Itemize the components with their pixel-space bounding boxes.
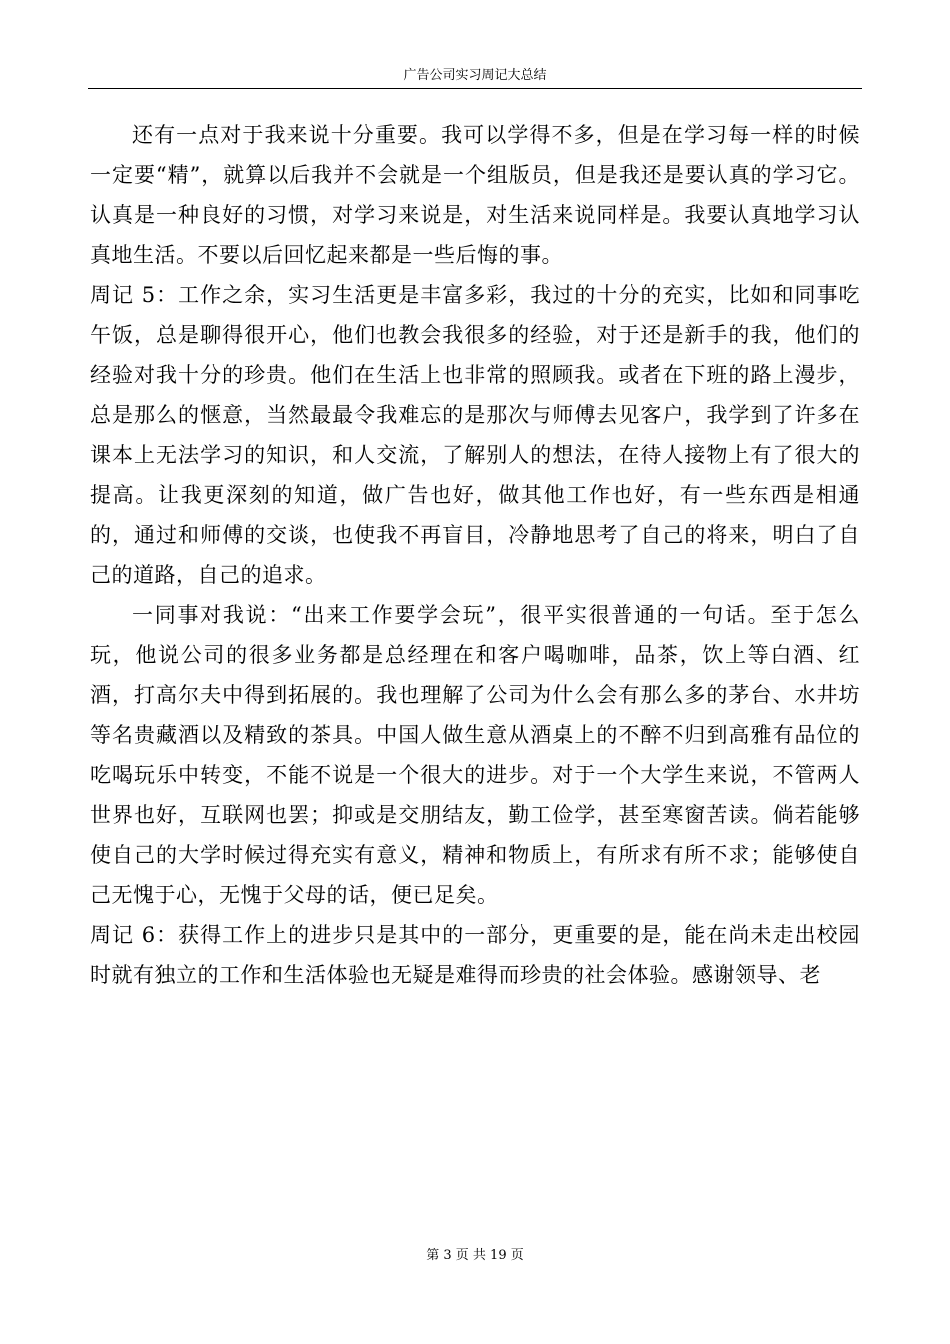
- paragraph-3: 一同事对我说：“出来工作要学会玩”，很平实很普通的一句话。至于怎么玩，他说公司的很多业务都是总经理在和客户喝咖啡，品茶，饮上等白酒、红酒，打高尔夫中得到拓展的。我也理解了公司为什么会有那么多的茅台、水井坊等名贵藏酒以及精致的茶具。中国人做生意从酒桌上的不醉不归到高雅有品位的吃喝玩乐中转变，不能不说是一个很大的进步。对于一个大学生来说，不管两人世界也好，互联网也罢；抑或是交朋结友，勤工俭学，甚至寒窗苦读。倘若能够使自己的大学时候过得充实有意义，精神和物质上，有所求有所不求；能够使自己无愧于心，无愧于父母的话，便已足矣。: [90, 603, 860, 907]
- paragraph-1: 还有一点对于我来说十分重要。我可以学得不多，但是在学习每一样的时候一定要“精”，就算以后我并不会就是一个组版员，但是我还是要认真的学习它。认真是一种良好的习惯，对学习来说是，对生活来说同样是。我要认真地学习认真地生活。不要以后回忆起来都是一些后悔的事。: [90, 123, 860, 267]
- paragraph-weekly-note-5: 周记 5：工作之余，实习生活更是丰富多彩，我过的十分的充实，比如和同事吃午饭，总是聊得很开心，他们也教会我很多的经验，对于还是新手的我，他们的经验对我十分的珍贵。他们在生活上也非常的照顾我。或者在下班的路上漫步，总是那么的惬意，当然最最令我难忘的是那次与师傅去见客户，我学到了许多在课本上无法学习的知识，和人交流，了解别人的想法，在待人接物上有了很大的提高。让我更深刻的知道，做广告也好，做其他工作也好，有一些东西是相通的，通过和师傅的交谈，也使我不再盲目，冷静地思考了自己的将来，明白了自己的道路，自己的追求。: [90, 283, 860, 587]
- paragraph-weekly-note-6: 周记 6：获得工作上的进步只是其中的一部分，更重要的是，能在尚未走出校园时就有独立的工作和生活体验也无疑是难得而珍贵的社会体验。感谢领导、老: [90, 923, 860, 987]
- document-body: [90, 115, 860, 995]
- page-number-footer: 第 3 页 共 19 页: [426, 1248, 524, 1263]
- page-header: 广告公司实习周记大总结: [403, 68, 547, 83]
- header-divider: [88, 88, 862, 89]
